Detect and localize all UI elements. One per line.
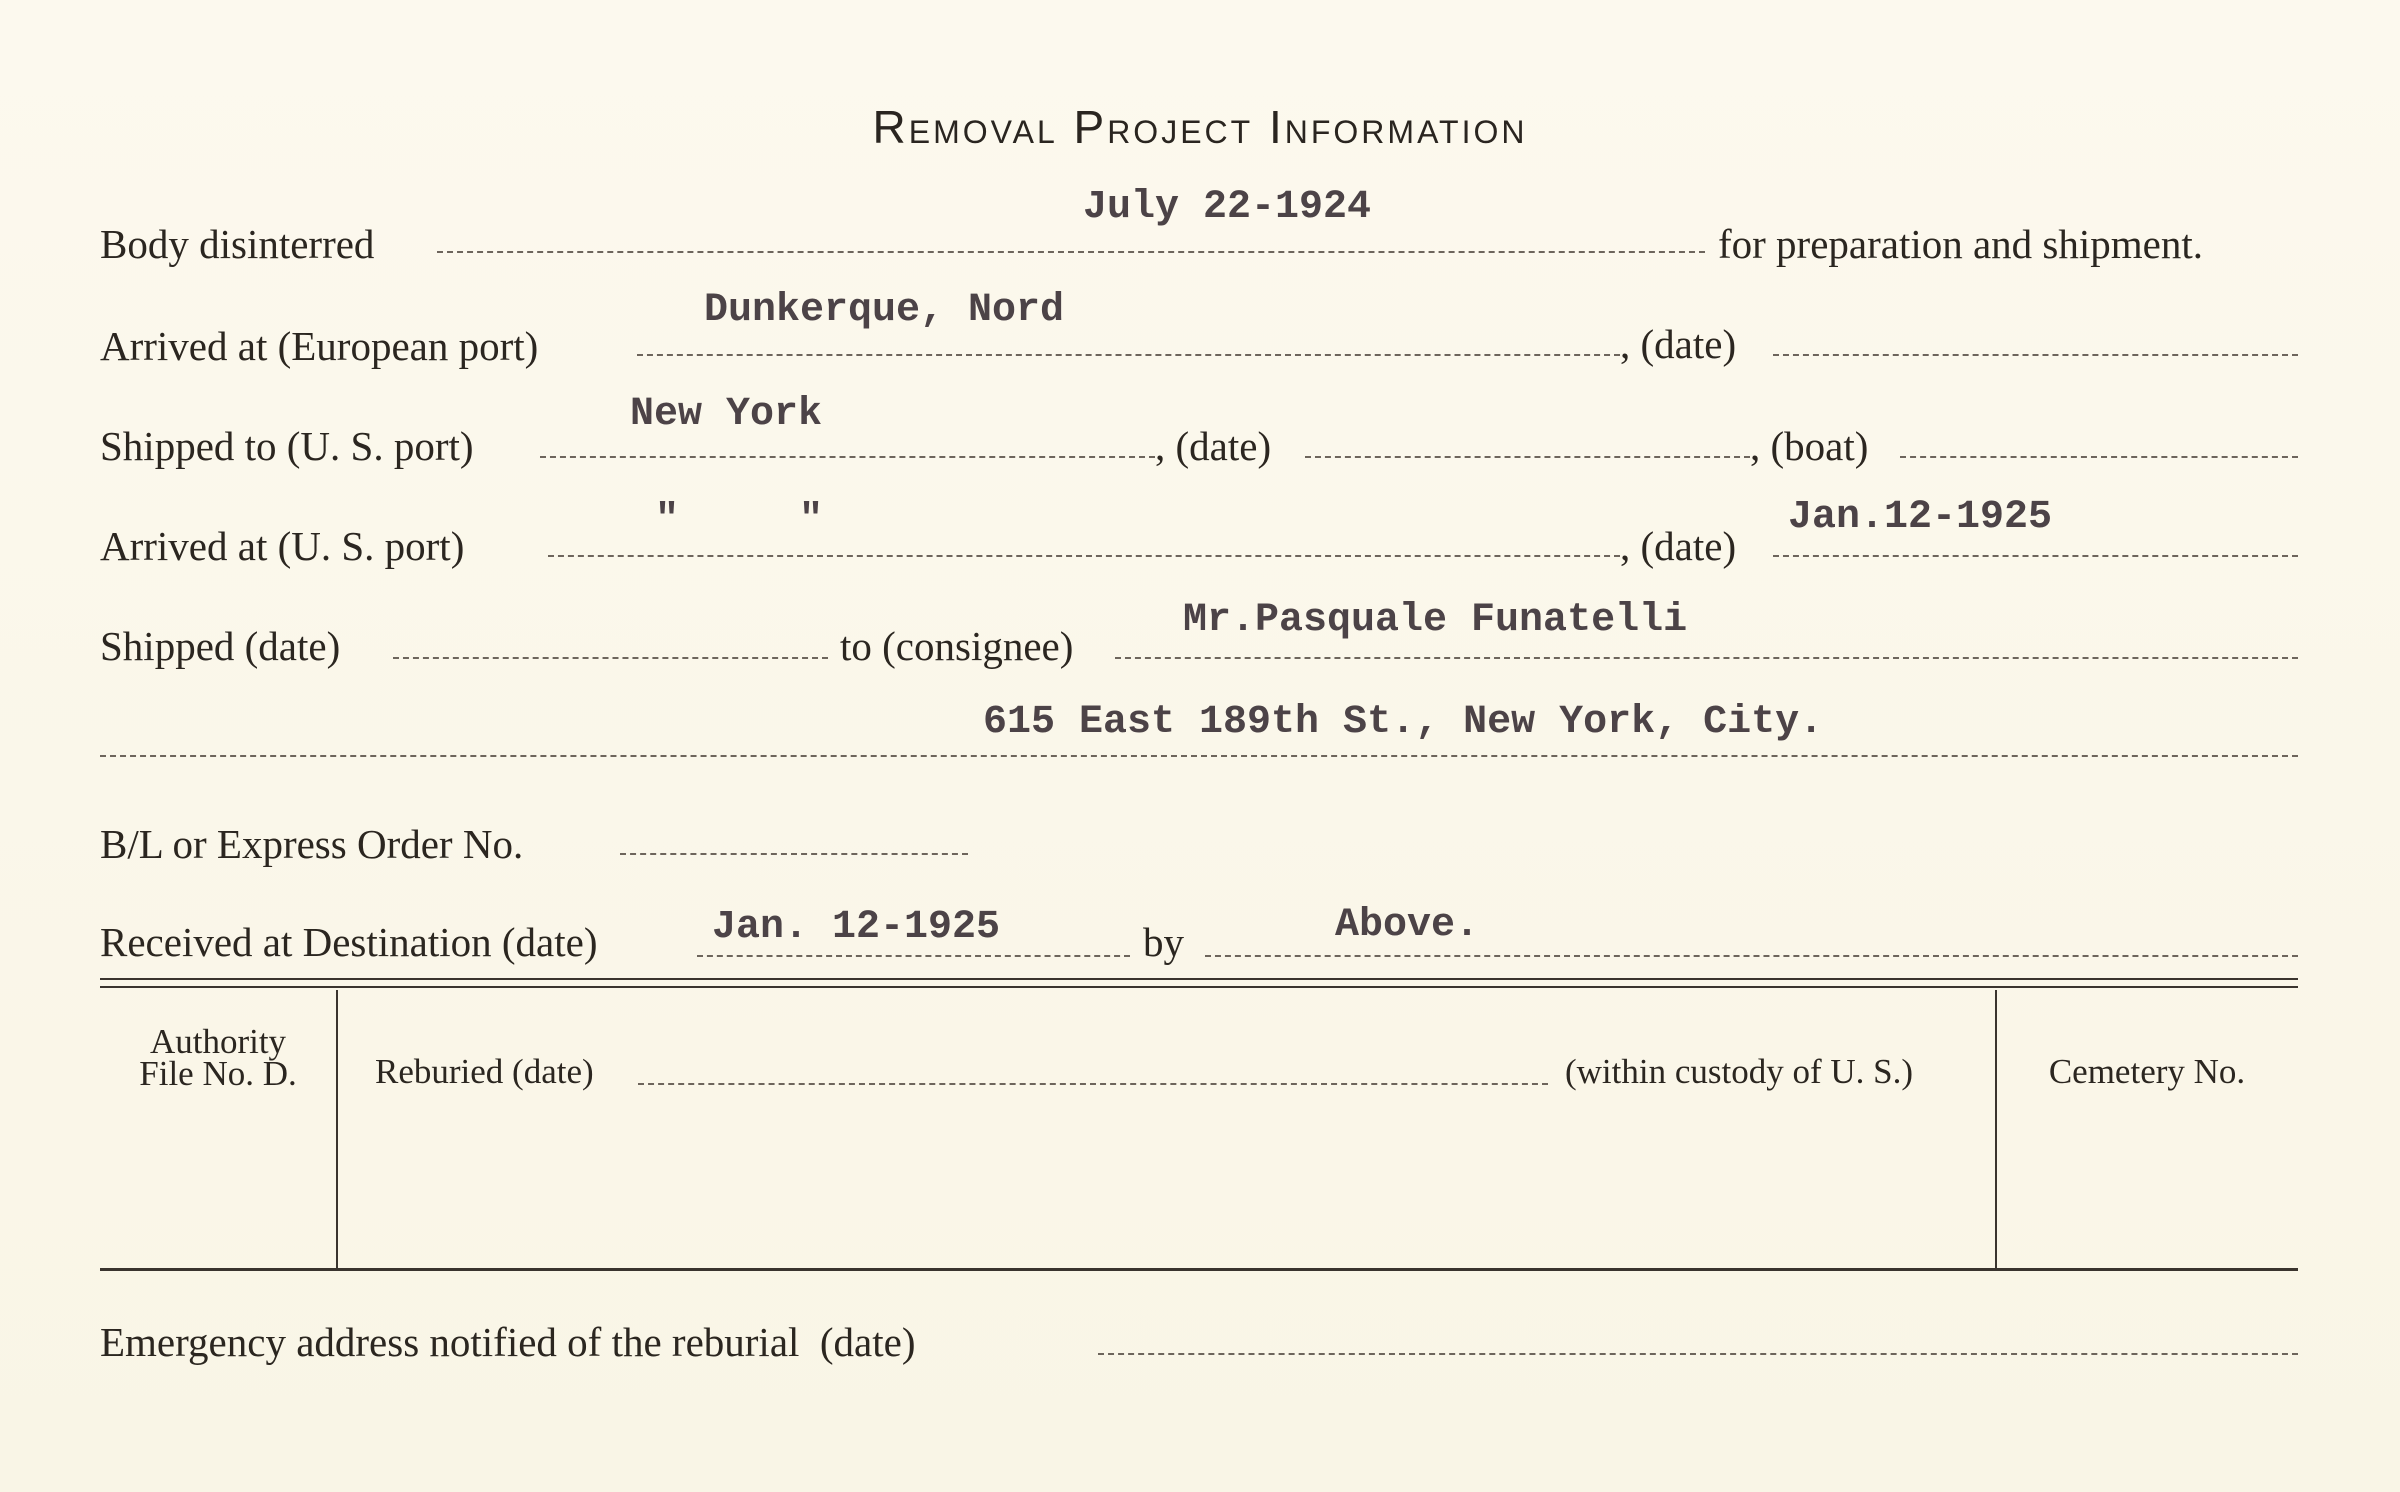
authority-label-2: File No. D. — [139, 1054, 297, 1093]
table-divider-left — [336, 990, 338, 1268]
custody-label: (within custody of U. S.) — [1565, 1052, 1914, 1091]
body-disinterred-label: Body disinterred — [100, 221, 375, 267]
received-destination-date-value: Jan. 12-1925 — [712, 905, 1001, 950]
arrived-european-value: Dunkerque, Nord — [704, 288, 1065, 333]
arrived-us-port-date-label: , (date) — [1620, 523, 1737, 569]
consignee-label: to (consignee) — [840, 623, 1074, 669]
shipped-date-label: Shipped (date) — [100, 623, 341, 669]
received-destination-label: Received at Destination (date) — [100, 919, 598, 965]
table-divider-right — [1995, 990, 1997, 1268]
authority-label-1: Authority — [149, 1022, 287, 1061]
received-by-line — [1205, 955, 2298, 957]
received-by-label: by — [1143, 919, 1184, 965]
consignee-value: Mr.Pasquale Funatelli — [1183, 598, 1688, 643]
consignee-address-value: 615 East 189th St., New York, City. — [983, 700, 1824, 745]
shipped-us-port-date-label: , (date) — [1155, 423, 1272, 469]
arrived-european-date-line — [1773, 354, 2298, 356]
table-top-rule-double — [100, 986, 2298, 988]
received-destination-line — [697, 955, 1130, 957]
address-line — [100, 755, 2298, 757]
arrived-us-port-date-value: Jan.12-1925 — [1788, 495, 2053, 540]
body-disinterred-value: July 22-1924 — [1083, 185, 1372, 230]
received-by-value: Above. — [1335, 903, 1480, 948]
card-title: Removal Project Information — [872, 101, 1528, 153]
table-top-rule — [100, 978, 2298, 980]
shipped-us-port-line — [540, 456, 1155, 458]
bl-express-label: B/L or Express Order No. — [100, 821, 524, 867]
cemetery-label: Cemetery No. — [2048, 1052, 2246, 1091]
shipped-us-port-boat-line — [1900, 456, 2298, 458]
emergency-line — [1098, 1353, 2298, 1355]
table-bottom-rule — [100, 1268, 2298, 1271]
arrived-us-port-value: " " — [655, 498, 824, 543]
arrived-us-port-date-line — [1773, 555, 2298, 557]
shipped-date-line — [393, 657, 828, 659]
reburied-label: Reburied (date) — [375, 1052, 594, 1091]
arrived-us-port-label: Arrived at (U. S. port) — [100, 523, 465, 569]
consignee-line — [1115, 657, 2298, 659]
arrived-european-line — [637, 354, 1620, 356]
body-disinterred-line — [437, 251, 1705, 253]
arrived-us-port-line — [548, 555, 1620, 557]
arrived-european-date-label: , (date) — [1620, 321, 1737, 367]
shipped-us-port-boat-label: , (boat) — [1750, 423, 1869, 469]
shipped-us-port-date-line — [1305, 456, 1750, 458]
shipped-us-port-value: New York — [630, 392, 823, 437]
emergency-label: Emergency address notified of the reburial (date) — [100, 1319, 916, 1365]
body-disinterred-suffix: for preparation and shipment. — [1718, 221, 2204, 267]
arrived-european-label: Arrived at (European port) — [100, 323, 539, 369]
reburied-line — [638, 1083, 1548, 1085]
shipped-us-port-label: Shipped to (U. S. port) — [100, 423, 474, 469]
bl-express-line — [620, 853, 968, 855]
